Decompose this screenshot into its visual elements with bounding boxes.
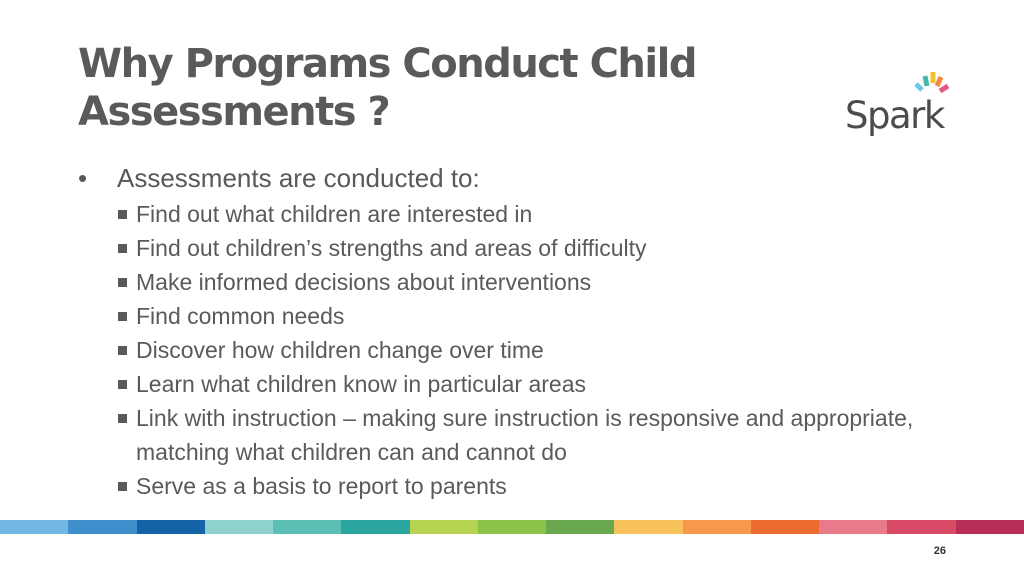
color-bar-segment <box>751 520 819 534</box>
slide-title <box>78 40 818 136</box>
sub-bullet-text: Learn what children know in particular areas <box>136 371 587 397</box>
square-bullet-icon <box>118 482 127 491</box>
color-bar-segment <box>546 520 614 534</box>
color-bar-segment <box>0 520 68 534</box>
sub-bullet-item <box>116 265 976 299</box>
color-bar-segment <box>68 520 136 534</box>
color-bar-segment <box>137 520 205 534</box>
sub-bullet-list <box>116 197 976 503</box>
color-bar-segment <box>341 520 409 534</box>
sub-bullet-item <box>116 333 976 367</box>
color-bar-segment <box>956 520 1024 534</box>
sub-bullet-item <box>116 469 976 503</box>
color-bar-segment <box>614 520 682 534</box>
footer-color-bar <box>0 520 1024 534</box>
slide-title-line-2: Assessments ? <box>78 89 390 135</box>
color-bar-segment <box>683 520 751 534</box>
square-bullet-icon <box>118 414 127 423</box>
page-number: 26 <box>933 545 946 557</box>
sub-bullet-item <box>116 231 976 265</box>
square-bullet-icon <box>118 380 127 389</box>
color-bar-segment <box>478 520 546 534</box>
square-bullet-icon <box>118 244 127 253</box>
color-bar-segment <box>273 520 341 534</box>
color-bar-segment <box>819 520 887 534</box>
sub-bullet-text: Find common needs <box>136 303 345 329</box>
spark-logo-text: Spark <box>845 94 944 137</box>
spark-logo <box>845 70 957 140</box>
square-bullet-icon <box>118 210 127 219</box>
color-bar-segment <box>410 520 478 534</box>
sub-bullet-text: Discover how children change over time <box>136 337 544 363</box>
sub-bullet-item <box>116 401 976 469</box>
sub-bullet-text: Find out what children are interested in <box>136 201 533 227</box>
color-bar-segment <box>887 520 955 534</box>
sub-bullet-text: Find out children’s strengths and areas of difficulty <box>136 235 647 261</box>
color-bar-segment <box>205 520 273 534</box>
sub-bullet-text: Make informed decisions about interventions <box>136 269 592 295</box>
sub-bullet-text: Link with instruction – making sure instruction is responsive and appropriate, matching what children can and cannot do <box>136 405 914 465</box>
square-bullet-icon <box>118 346 127 355</box>
sub-bullet-item <box>116 197 976 231</box>
sub-bullet-text: Serve as a basis to report to parents <box>136 473 507 499</box>
square-bullet-icon <box>118 312 127 321</box>
sub-bullet-item <box>116 299 976 333</box>
square-bullet-icon <box>118 278 127 287</box>
slide-title-line-1: Why Programs Conduct Child <box>78 41 696 87</box>
bullet-dot: • <box>78 163 88 193</box>
sub-bullet-item <box>116 367 976 401</box>
main-bullet-text: Assessments are conducted to: <box>117 163 480 193</box>
